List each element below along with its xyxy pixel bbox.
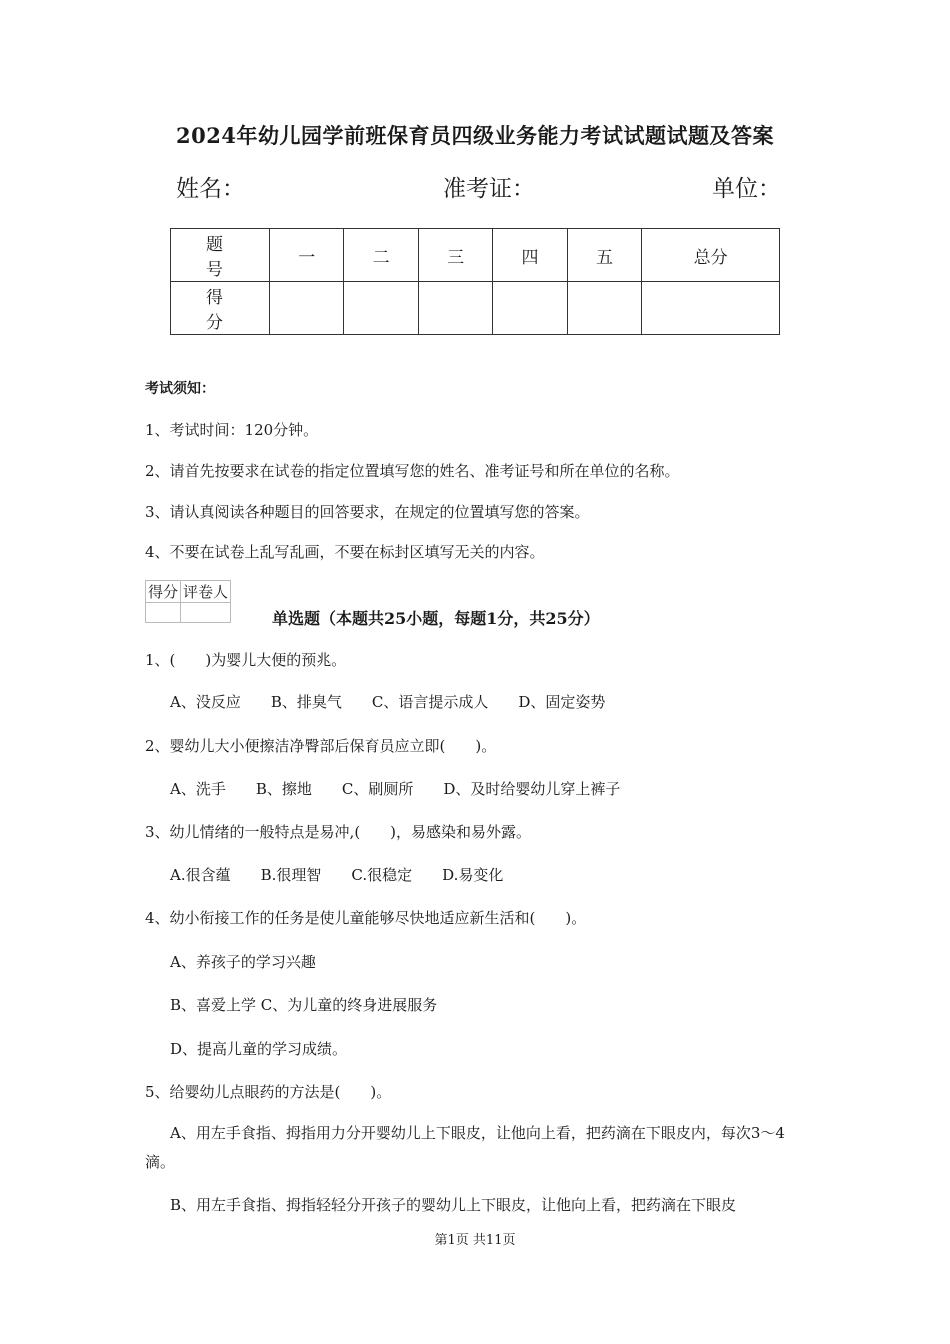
unit-label: 单位： xyxy=(712,176,781,202)
score-cell[interactable] xyxy=(642,282,780,335)
name-label: 姓名： xyxy=(176,176,245,202)
notice-item: 4、不要在试卷上乱写乱画，不要在标封区填写无关的内容。 xyxy=(145,543,545,561)
grader-reviewer-cell[interactable] xyxy=(181,603,231,623)
notice-item: 2、请首先按要求在试卷的指定位置填写您的姓名、准考证号和所在单位的名称。 xyxy=(145,462,680,480)
grader-score-cell[interactable] xyxy=(146,603,181,623)
score-cell[interactable] xyxy=(344,282,418,335)
header-cell: 一 xyxy=(270,229,344,282)
question-4-option: B、喜爱上学 C、为儿童的终身进展服务 xyxy=(170,996,438,1014)
page-footer: 第1页 共11页 xyxy=(434,1233,516,1248)
header-cell: 题 号 xyxy=(171,229,270,282)
question-2: 2、婴幼儿大小便擦洁净臀部后保育员应立即( )。 xyxy=(145,737,497,755)
header-cell: 总分 xyxy=(642,229,780,282)
page-title: 2024年幼儿园学前班保育员四级业务能力考试试题试题及答案 xyxy=(176,123,774,148)
grader-reviewer-label: 评卷人 xyxy=(181,581,231,603)
header-cell: 五 xyxy=(567,229,641,282)
question-3-options: A.很含蕴 B.很理智 C.很稳定 D.易变化 xyxy=(170,866,504,884)
header-cell: 二 xyxy=(344,229,418,282)
question-2-options: A、洗手 B、擦地 C、刷厕所 D、及时给婴幼儿穿上裤子 xyxy=(170,780,621,798)
score-table-score-row xyxy=(171,282,780,335)
section-title: 单选题（本题共25小题，每题1分，共25分） xyxy=(272,609,600,628)
notice-title: 考试须知： xyxy=(145,381,215,397)
header-cell: 四 xyxy=(493,229,567,282)
question-4-option: A、养孩子的学习兴趣 xyxy=(170,953,316,971)
score-cell[interactable] xyxy=(567,282,641,335)
question-5-option-a: A、用左手食指、拇指用力分开婴幼儿上下眼皮，让他向上看，把药滴在下眼皮内，每次3～4滴。 xyxy=(145,1124,785,1171)
notice-item: 1、考试时间：120分钟。 xyxy=(145,421,319,439)
score-cell[interactable] xyxy=(493,282,567,335)
question-4-option: D、提高儿童的学习成绩。 xyxy=(170,1040,348,1058)
grader-table xyxy=(145,580,231,623)
score-cell[interactable] xyxy=(270,282,344,335)
question-3: 3、幼儿情绪的一般特点是易冲,( )，易感染和易外露。 xyxy=(145,823,532,841)
header-cell: 三 xyxy=(418,229,492,282)
question-1: 1、( )为婴儿大便的预兆。 xyxy=(145,651,347,669)
score-table-header-row xyxy=(171,229,780,282)
grader-score-label: 得分 xyxy=(146,581,181,603)
question-1-options: A、没反应 B、排臭气 C、语言提示成人 D、固定姿势 xyxy=(170,693,606,711)
question-5: 5、给婴幼儿点眼药的方法是( )。 xyxy=(145,1083,392,1101)
score-row-label: 得 分 xyxy=(171,282,270,335)
question-4: 4、幼小衔接工作的任务是使儿童能够尽快地适应新生活和( )。 xyxy=(145,909,587,927)
score-cell[interactable] xyxy=(418,282,492,335)
notice-item: 3、请认真阅读各种题目的回答要求，在规定的位置填写您的答案。 xyxy=(145,503,590,521)
question-5-option-b: B、用左手食指、拇指轻轻分开孩子的婴幼儿上下眼皮，让他向上看，把药滴在下眼皮 xyxy=(170,1196,737,1214)
score-table xyxy=(170,228,780,335)
exam-id-label: 准考证： xyxy=(443,176,535,202)
